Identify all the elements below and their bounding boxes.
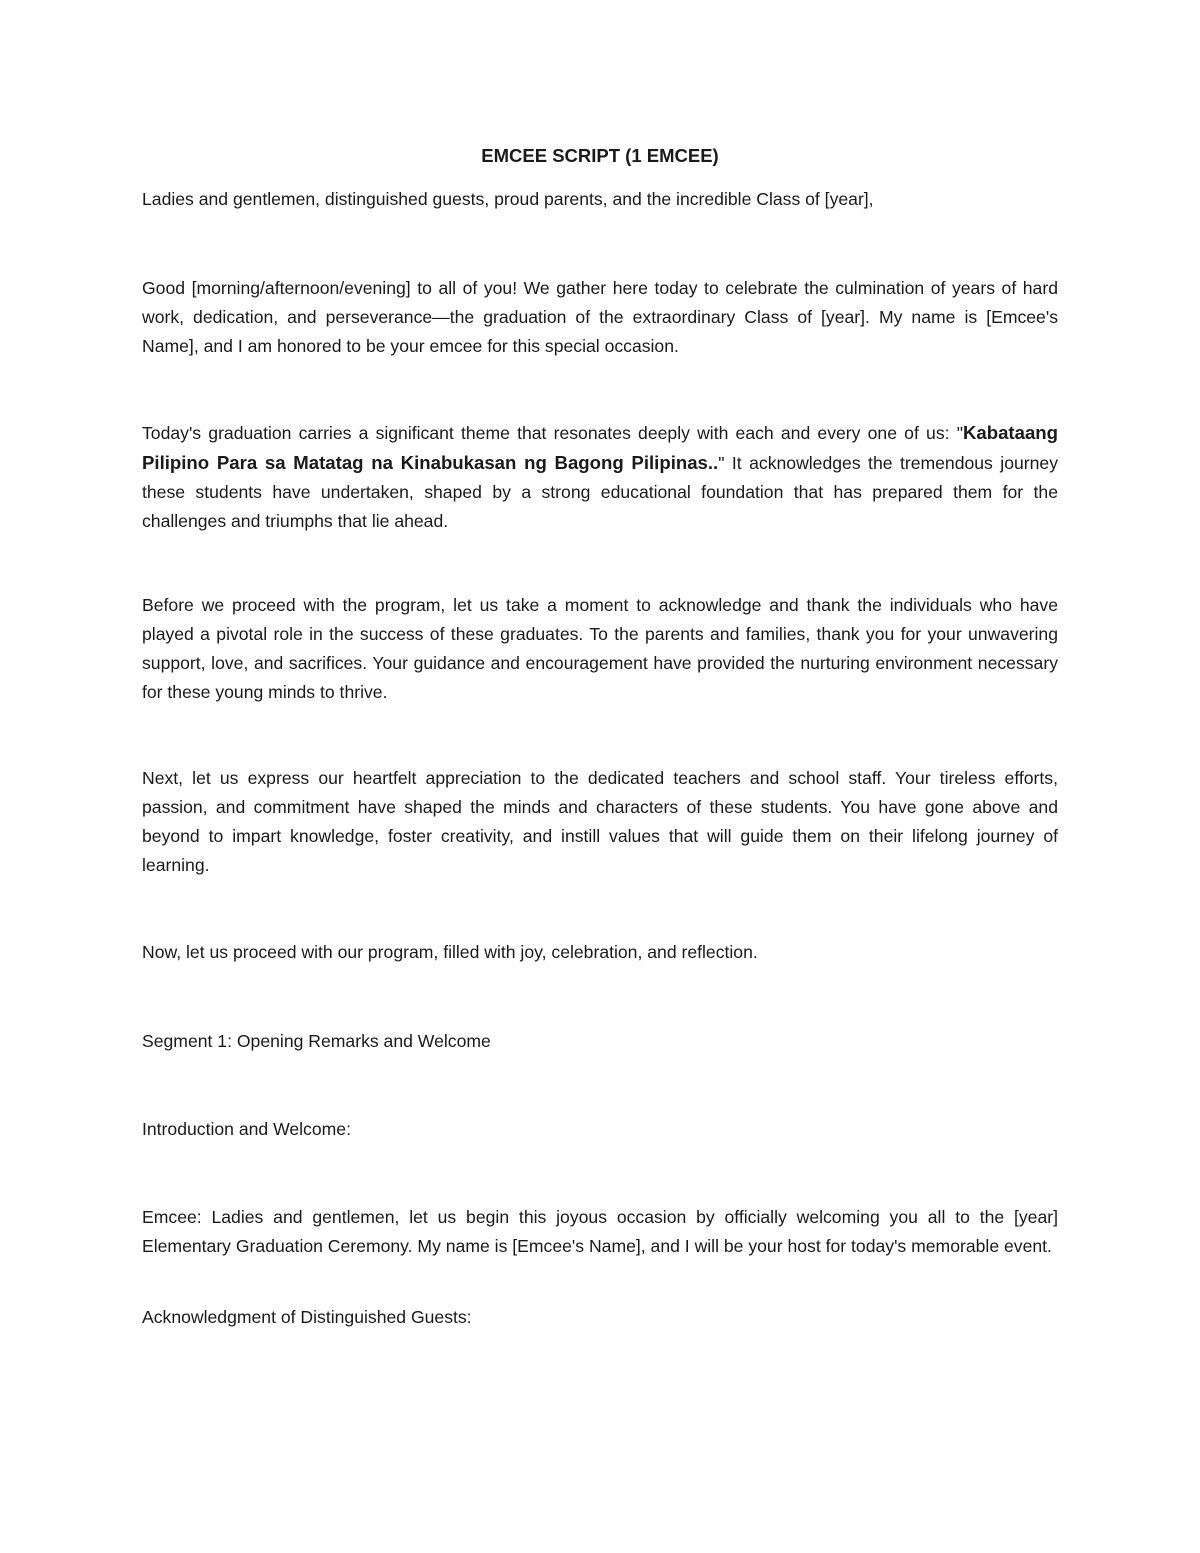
proceed-paragraph: Now, let us proceed with our program, filled with joy, celebration, and reflection. xyxy=(142,942,758,962)
thanks-parents-paragraph: Before we proceed with the program, let us take a moment to acknowledge and thank the individuals who have played a pivotal role in the success of these graduates. To the parents and families, thank you for your unwavering support, love, and sacrifices. Your guidance and encouragement have provided the nurturing environment necessary for these young minds to thrive. xyxy=(142,595,1058,702)
document-title: EMCEE SCRIPT (1 EMCEE) xyxy=(481,145,719,166)
theme-intro-text: Today's graduation carries a significant theme that resonates deeply with each and every one of us: " xyxy=(142,423,963,443)
theme-after-text: " It acknowledges the tremendous journey these students have undertaken, shaped by a strong educational foundation that has prepared them for the challenges and triumphs that lie ahead. xyxy=(142,453,1058,531)
segment-heading: Segment 1: Opening Remarks and Welcome xyxy=(142,1031,491,1051)
welcome-paragraph: Good [morning/afternoon/evening] to all of you! We gather here today to celebrate the culmination of years of hard work, dedication, and perseverance—the graduation of the extraordinary Class of [year]. My name is [Emcee's Name], and I am honored to be your emcee for this special occasion. xyxy=(142,278,1058,356)
greeting-paragraph: Ladies and gentlemen, distinguished guests, proud parents, and the incredible Class of [year], xyxy=(142,189,874,209)
intro-heading: Introduction and Welcome: xyxy=(142,1119,351,1139)
theme-title: Kabataang Pilipino Para sa Matatag na Kinabukasan ng Bagong Pilipinas.. xyxy=(142,422,1058,473)
guests-heading: Acknowledgment of Distinguished Guests: xyxy=(142,1307,472,1327)
thanks-teachers-paragraph: Next, let us express our heartfelt appreciation to the dedicated teachers and school staff. Your tireless efforts, passion, and commitment have shaped the minds and characters of these students. You have gone above and beyond to impart knowledge, foster creativity, and instill values that will guide them on their lifelong journey of learning. xyxy=(142,768,1058,875)
emcee-line-paragraph: Emcee: Ladies and gentlemen, let us begin this joyous occasion by officially welcoming you all to the [year] Elementary Graduation Ceremony. My name is [Emcee's Name], and I will be your host for today's memorable event. xyxy=(142,1207,1058,1256)
theme-paragraph xyxy=(142,418,1058,536)
